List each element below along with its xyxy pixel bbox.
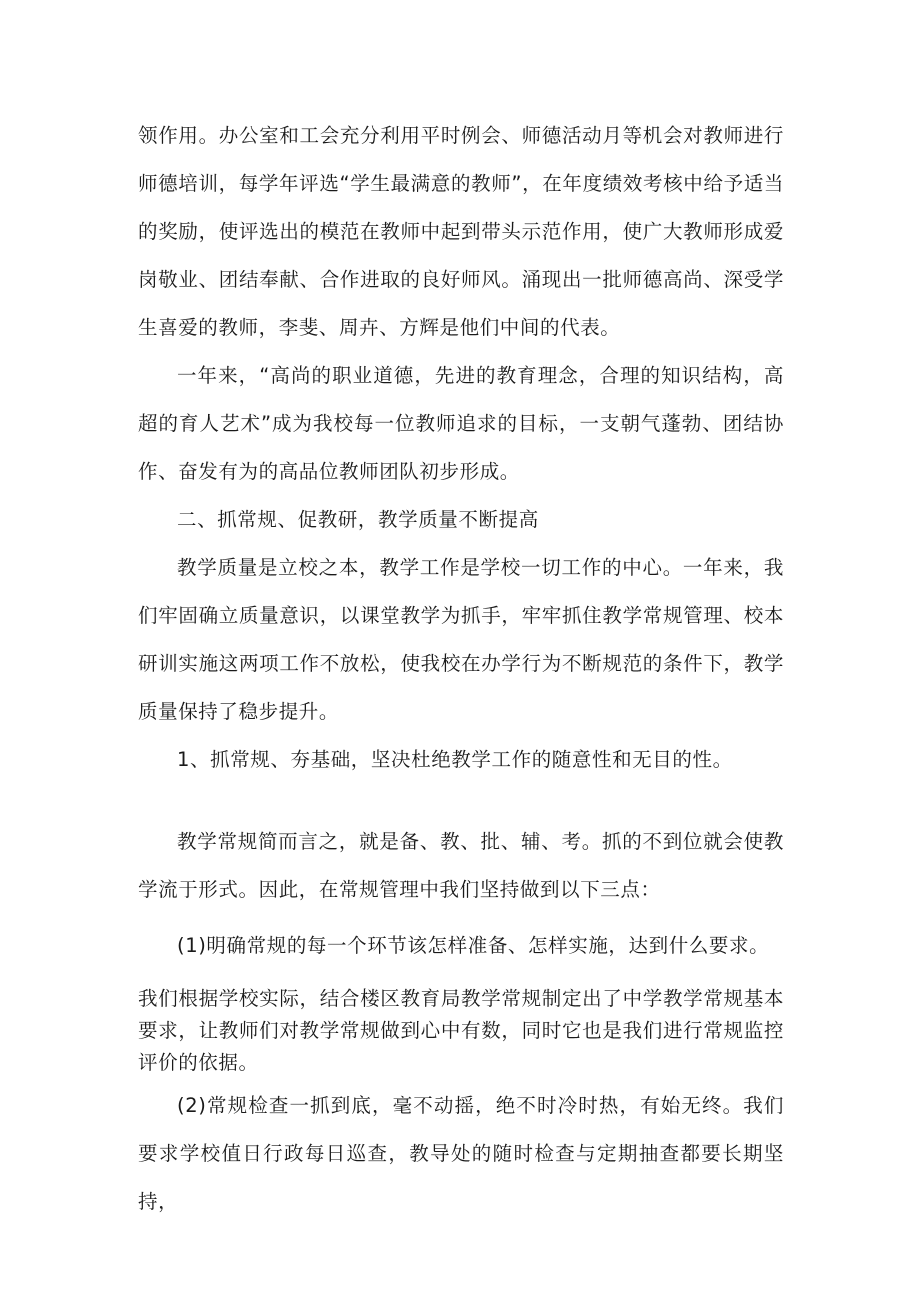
subheading-one: 1、抓常规、夯基础，坚决杜绝教学工作的随意性和无目的性。 xyxy=(177,748,733,771)
point-two: (2)常规检查一抓到底，毫不动摇，绝不时冷时热，有始无终。我们要求学校值日行政每日巡查，教导处的随时检查与定期抽查都要长期坚持， xyxy=(138,1094,784,1213)
paragraph-one-year-goals: 一年来，“高尚的职业道德，先进的教育理念，合理的知识结构，高超的育人艺术”成为我校每一位教师追求的目标，一支朝气蓬勃、团结协作、奋发有为的高品位教师团队初步形成。 xyxy=(138,364,784,483)
paragraph-teacher-ethics: 领作用。办公室和工会充分利用平时例会、师德活动月等机会对教师进行师德培训，每学年评选“学生最满意的教师”，在年度绩效考核中给予适当的奖励，使评选出的模范在教师中起到带头示范作用，使广大教师形成爱岗敬业、团结奉献、合作进取的良好师风。涌现出一批师德高尚、深受学生喜爱的教师，李斐、周卉、方辉是他们中间的代表。 xyxy=(138,124,784,339)
paragraph-requirements: 我们根据学校实际，结合楼区教育局教学常规制定出了中学教学常规基本要求，让教师们对教学常规做到心中有数，同时它也是我们进行常规监控评价的依据。 xyxy=(138,987,784,1074)
paragraph-routine-summary: 教学常规简而言之，就是备、教、批、辅、考。抓的不到位就会使教学流于形式。因此，在常规管理中我们坚持做到以下三点： xyxy=(138,830,784,901)
paragraph-teaching-quality: 教学质量是立校之本，教学工作是学校一切工作的中心。一年来，我们牢固确立质量意识，以课堂教学为抓手，牢牢抓住教学常规管理、校本研训实施这两项工作不放松，使我校在办学行为不断规范的条件下，教学质量保持了稳步提升。 xyxy=(138,556,784,723)
section-heading-two: 二、抓常规、促教研，教学质量不断提高 xyxy=(177,508,539,531)
point-one: (1)明确常规的每一个环节该怎样准备、怎样实施，达到什么要求。 xyxy=(177,934,770,957)
